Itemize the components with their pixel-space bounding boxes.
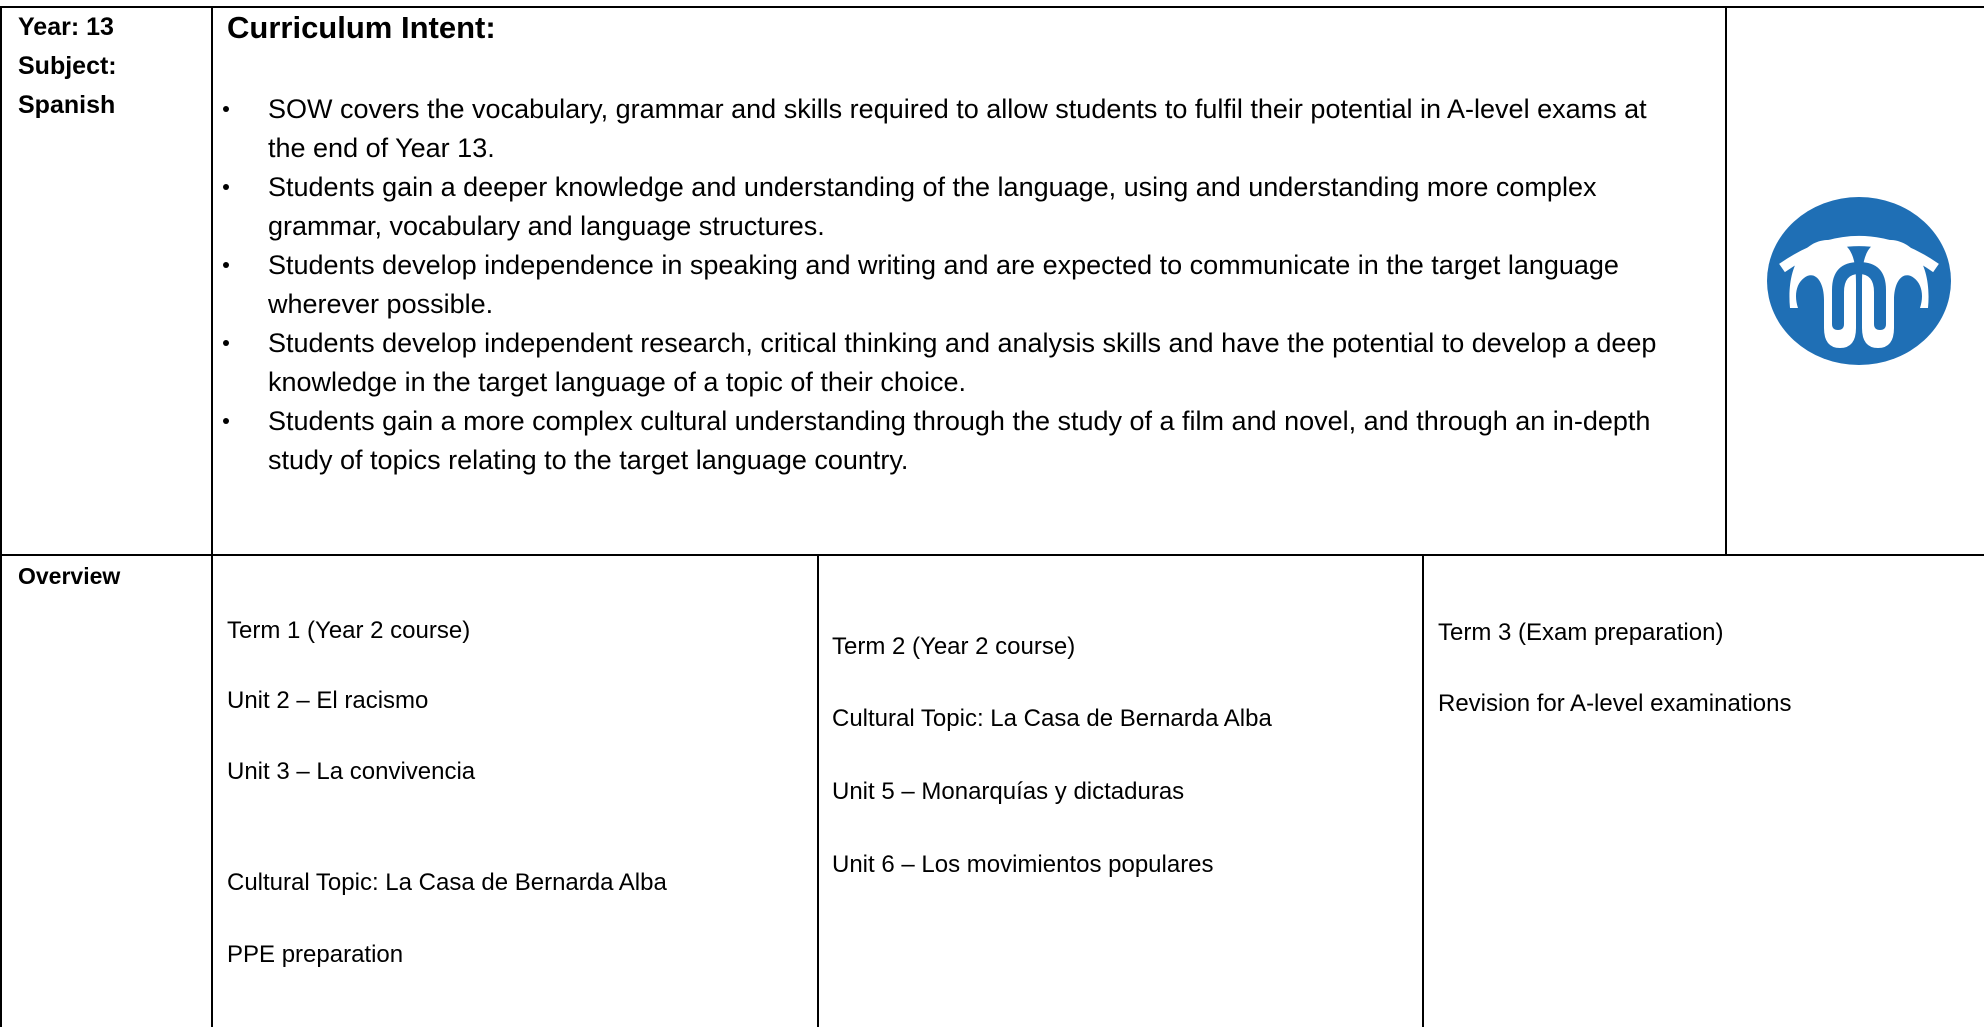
term-column-divider-2: [1422, 554, 1424, 1027]
term2-item: Unit 5 – Monarquías y dictaduras: [832, 778, 1185, 805]
term1-item: PPE preparation: [227, 941, 404, 968]
intent-bullet-text: Students develop independent research, critical thinking and analysis skills and have the potential to develop a deep knowledge in the target language of a topic of their choice.: [268, 328, 1657, 397]
bullet-icon: [223, 418, 229, 424]
term-column-divider-1: [817, 554, 819, 1027]
term2-item: Cultural Topic: La Casa de Bernarda Alba: [832, 705, 1272, 732]
intent-bullet-text: Students develop independence in speaking and writing and are expected to communicate in the target language wherever possible.: [268, 250, 1619, 319]
intent-bullet: [212, 168, 1698, 246]
intent-bullet: [212, 90, 1698, 168]
bullet-icon: [223, 340, 229, 346]
intent-bullet-text: SOW covers the vocabulary, grammar and skills required to allow students to fulfil their potential in A-level exams at the end of Year 13.: [268, 94, 1647, 163]
table-row-divider: [0, 554, 1984, 556]
term2-item: Unit 6 – Los movimientos populares: [832, 851, 1214, 878]
logo-column-divider: [1725, 6, 1727, 555]
intent-bullet: [212, 246, 1698, 324]
intent-bullet-list: [268, 90, 1698, 480]
year-label: Year: 13: [18, 13, 114, 41]
intent-bullet-text: Students gain a more complex cultural understanding through the study of a film and novel, and through an in-depth study of topics relating to the target language country.: [268, 406, 1651, 475]
school-logo-icon: [1764, 196, 1954, 366]
intent-bullet: [212, 324, 1698, 402]
intent-bullet-text: Students gain a deeper knowledge and understanding of the language, using and understanding more complex grammar, vocabulary and language structures.: [268, 172, 1597, 241]
table-top-border: [0, 6, 1984, 8]
bullet-icon: [223, 106, 229, 112]
term3-item: Revision for A-level examinations: [1438, 690, 1792, 717]
overview-label: Overview: [18, 563, 121, 589]
term3-heading: Term 3 (Exam preparation): [1438, 619, 1724, 646]
subject-label: Subject:: [18, 52, 117, 80]
term1-heading: Term 1 (Year 2 course): [227, 617, 471, 644]
term1-item: Unit 2 – El racismo: [227, 687, 429, 714]
term2-heading: Term 2 (Year 2 course): [832, 633, 1076, 660]
bullet-icon: [223, 184, 229, 190]
subject-value: Spanish: [18, 91, 116, 119]
intent-bullet: [212, 402, 1698, 480]
term1-item: Unit 3 – La convivencia: [227, 758, 476, 785]
curriculum-intent-title: Curriculum Intent:: [227, 10, 496, 45]
table-left-border: [0, 6, 2, 1027]
term1-item: Cultural Topic: La Casa de Bernarda Alba: [227, 869, 667, 896]
bullet-icon: [223, 262, 229, 268]
